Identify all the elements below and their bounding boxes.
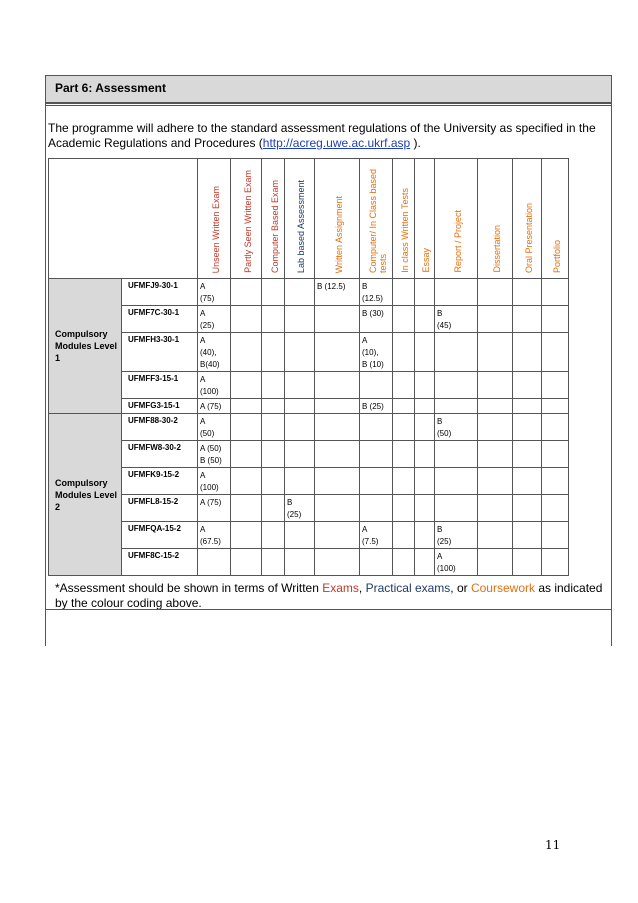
assessment-cell xyxy=(231,333,262,372)
module-group-label: Compulsory Modules Level 2 xyxy=(49,414,122,576)
assessment-cell xyxy=(393,441,415,468)
assessment-cell: A (100) xyxy=(435,549,478,576)
column-header xyxy=(513,159,542,279)
assessment-cell xyxy=(360,372,393,399)
assessment-cell xyxy=(513,414,542,441)
assessment-cell xyxy=(262,522,285,549)
assessment-cell xyxy=(285,414,315,441)
column-header xyxy=(231,159,262,279)
assessment-cell xyxy=(393,468,415,495)
assessment-cell xyxy=(513,468,542,495)
assessment-cell xyxy=(513,441,542,468)
colour-coding-note xyxy=(55,581,605,611)
assessment-table xyxy=(48,158,569,576)
module-code: UFMF88-30-2 xyxy=(122,414,198,441)
assessment-cell: A (40), B(40) xyxy=(198,333,231,372)
table-row xyxy=(49,522,569,549)
column-header xyxy=(415,159,435,279)
assessment-cell xyxy=(478,306,513,333)
assessment-cell xyxy=(542,522,569,549)
note-text: , xyxy=(358,581,366,595)
column-header-label: Computer Based Exam xyxy=(269,179,280,273)
column-header xyxy=(360,159,393,279)
assessment-cell xyxy=(262,306,285,333)
table-row xyxy=(49,333,569,372)
assessment-cell xyxy=(415,549,435,576)
column-header-label: In class Written Tests xyxy=(400,188,410,273)
assessment-cell xyxy=(262,333,285,372)
assessment-cell xyxy=(542,441,569,468)
assessment-cell xyxy=(231,372,262,399)
blank-header xyxy=(122,159,198,279)
assessment-cell: A (50) B (50) xyxy=(198,441,231,468)
assessment-cell xyxy=(542,549,569,576)
assessment-cell xyxy=(393,279,415,306)
assessment-cell xyxy=(231,495,262,522)
column-header xyxy=(315,159,360,279)
assessment-cell xyxy=(231,414,262,441)
assessment-cell xyxy=(315,306,360,333)
assessment-cell: B (45) xyxy=(435,306,478,333)
assessment-frame xyxy=(45,75,612,646)
assessment-cell xyxy=(231,441,262,468)
assessment-cell xyxy=(478,414,513,441)
note-text: as indicated by the colour coding above. xyxy=(55,581,603,610)
column-header xyxy=(478,159,513,279)
assessment-cell xyxy=(315,522,360,549)
module-code: UFMFF3-15-1 xyxy=(122,372,198,399)
assessment-cell xyxy=(542,333,569,372)
table-row xyxy=(49,399,569,414)
assessment-cell xyxy=(435,495,478,522)
assessment-cell xyxy=(315,372,360,399)
assessment-cell: B (30) xyxy=(360,306,393,333)
assessment-cell xyxy=(435,333,478,372)
assessment-cell xyxy=(435,372,478,399)
divider xyxy=(46,105,611,106)
assessment-cell: A (75) xyxy=(198,399,231,414)
assessment-cell xyxy=(315,495,360,522)
assessment-cell xyxy=(315,399,360,414)
assessment-cell xyxy=(435,399,478,414)
page-number: 11 xyxy=(545,838,561,852)
note-text: , or xyxy=(450,581,471,595)
assessment-cell xyxy=(542,495,569,522)
assessment-cell xyxy=(415,333,435,372)
assessment-cell: B (25) xyxy=(435,522,478,549)
assessment-cell xyxy=(542,306,569,333)
assessment-cell xyxy=(262,414,285,441)
table-row xyxy=(49,468,569,495)
assessment-cell: A (100) xyxy=(198,372,231,399)
assessment-cell xyxy=(262,399,285,414)
assessment-cell xyxy=(435,441,478,468)
assessment-cell xyxy=(478,495,513,522)
assessment-cell xyxy=(542,399,569,414)
assessment-cell xyxy=(393,522,415,549)
column-header-label: Portfolio xyxy=(551,239,562,273)
assessment-cell xyxy=(231,279,262,306)
table-row xyxy=(49,495,569,522)
assessment-cell xyxy=(478,372,513,399)
assessment-cell: B (12.5) xyxy=(360,279,393,306)
section-header xyxy=(46,76,611,104)
assessment-cell: B (50) xyxy=(435,414,478,441)
module-code: UFMFG3-15-1 xyxy=(122,399,198,414)
module-code: UFMFQA-15-2 xyxy=(122,522,198,549)
assessment-cell xyxy=(393,495,415,522)
assessment-cell: A (67.5) xyxy=(198,522,231,549)
assessment-cell xyxy=(415,414,435,441)
column-header-row xyxy=(49,159,569,279)
assessment-cell xyxy=(542,372,569,399)
assessment-cell xyxy=(415,468,435,495)
assessment-cell xyxy=(435,468,478,495)
assessment-cell xyxy=(513,333,542,372)
note-exams: Exams xyxy=(322,581,359,595)
assessment-cell xyxy=(513,399,542,414)
column-header xyxy=(542,159,569,279)
assessment-cell: B (25) xyxy=(285,495,315,522)
note-practical: Practical exams xyxy=(365,581,451,595)
assessment-cell xyxy=(415,495,435,522)
assessment-cell xyxy=(478,549,513,576)
regulations-link[interactable]: http://acreg.uwe.ac.ukrf.asp xyxy=(262,136,411,150)
assessment-cell xyxy=(315,333,360,372)
assessment-cell xyxy=(542,414,569,441)
assessment-cell: A (75) xyxy=(198,495,231,522)
assessment-cell xyxy=(393,333,415,372)
assessment-cell xyxy=(513,495,542,522)
assessment-cell xyxy=(315,468,360,495)
assessment-cell: A (50) xyxy=(198,414,231,441)
assessment-cell xyxy=(393,414,415,441)
assessment-cell: A (10), B (10) xyxy=(360,333,393,372)
assessment-cell xyxy=(285,333,315,372)
table-row xyxy=(49,306,569,333)
assessment-cell xyxy=(315,549,360,576)
column-header-label: Computer/ In Class based tests xyxy=(367,168,388,273)
assessment-cell xyxy=(231,468,262,495)
column-header xyxy=(262,159,285,279)
assessment-cell xyxy=(478,279,513,306)
assessment-cell: B (25) xyxy=(360,399,393,414)
intro-paragraph xyxy=(48,121,608,151)
assessment-cell xyxy=(262,468,285,495)
section-title: Part 6: Assessment xyxy=(55,81,166,95)
table-row xyxy=(49,441,569,468)
column-header-label: Written Assignment xyxy=(333,195,344,273)
assessment-cell xyxy=(262,549,285,576)
assessment-cell: A (7.5) xyxy=(360,522,393,549)
column-header xyxy=(198,159,231,279)
assessment-cell xyxy=(415,399,435,414)
assessment-cell xyxy=(315,414,360,441)
column-header xyxy=(285,159,315,279)
assessment-cell xyxy=(415,522,435,549)
assessment-cell xyxy=(393,549,415,576)
assessment-cell xyxy=(513,522,542,549)
column-header xyxy=(393,159,415,279)
assessment-cell xyxy=(285,306,315,333)
assessment-cell xyxy=(542,468,569,495)
module-code: UFMFH3-30-1 xyxy=(122,333,198,372)
assessment-cell xyxy=(415,306,435,333)
column-header-label: Dissertation xyxy=(491,225,502,273)
column-header-label: Oral Presentation xyxy=(523,202,534,273)
assessment-cell xyxy=(262,495,285,522)
assessment-cell xyxy=(393,372,415,399)
assessment-cell xyxy=(513,372,542,399)
assessment-cell xyxy=(478,522,513,549)
blank-header xyxy=(49,159,122,279)
module-group-label: Compulsory Modules Level 1 xyxy=(49,279,122,414)
assessment-cell xyxy=(231,399,262,414)
note-coursework: Coursework xyxy=(470,581,535,595)
assessment-cell xyxy=(513,306,542,333)
assessment-cell: A (100) xyxy=(198,468,231,495)
table-row xyxy=(49,279,569,306)
module-code: UFMFK9-15-2 xyxy=(122,468,198,495)
assessment-cell xyxy=(360,414,393,441)
assessment-cell xyxy=(285,279,315,306)
assessment-cell xyxy=(262,372,285,399)
table-row xyxy=(49,372,569,399)
note-text: *Assessment should be shown in terms of Written xyxy=(55,581,323,595)
assessment-cell xyxy=(415,441,435,468)
assessment-cell xyxy=(231,306,262,333)
assessment-cell xyxy=(262,279,285,306)
column-header-label: Report / Project xyxy=(452,210,463,273)
assessment-cell: B (12.5) xyxy=(315,279,360,306)
assessment-cell xyxy=(415,279,435,306)
assessment-cell xyxy=(285,522,315,549)
assessment-cell xyxy=(360,549,393,576)
assessment-cell xyxy=(360,468,393,495)
column-header xyxy=(435,159,478,279)
module-code: UFMFW8-30-2 xyxy=(122,441,198,468)
module-code: UFMF8C-15-2 xyxy=(122,549,198,576)
assessment-cell xyxy=(285,549,315,576)
column-header-label: Unseen Written Exam xyxy=(210,185,221,273)
assessment-cell xyxy=(360,441,393,468)
table-row xyxy=(49,549,569,576)
assessment-cell xyxy=(285,468,315,495)
module-code: UFMFL8-15-2 xyxy=(122,495,198,522)
assessment-cell xyxy=(285,441,315,468)
column-header-label: Essay xyxy=(421,248,431,273)
assessment-cell xyxy=(231,522,262,549)
column-header-label: Lab based Assessment xyxy=(296,179,306,273)
assessment-cell xyxy=(315,441,360,468)
assessment-cell xyxy=(285,399,315,414)
assessment-cell xyxy=(415,372,435,399)
module-code: UFMF7C-30-1 xyxy=(122,306,198,333)
assessment-cell xyxy=(478,441,513,468)
assessment-cell xyxy=(262,441,285,468)
assessment-cell xyxy=(285,372,315,399)
intro-text-end: ). xyxy=(410,136,421,150)
divider xyxy=(46,609,611,610)
assessment-cell xyxy=(198,549,231,576)
module-code: UFMFJ9-30-1 xyxy=(122,279,198,306)
column-header-label: Partly Seen Written Exam xyxy=(242,170,253,273)
assessment-cell xyxy=(231,549,262,576)
assessment-cell xyxy=(478,399,513,414)
assessment-cell xyxy=(478,468,513,495)
assessment-cell xyxy=(513,279,542,306)
assessment-cell xyxy=(360,495,393,522)
intro-text: The programme will adhere to the standard assessment regulations of the University as specified in the Academic Regulations and Procedures ( xyxy=(48,121,596,150)
assessment-cell xyxy=(542,279,569,306)
assessment-cell xyxy=(435,279,478,306)
table-row xyxy=(49,414,569,441)
assessment-cell: A (75) xyxy=(198,279,231,306)
assessment-cell xyxy=(513,549,542,576)
assessment-cell xyxy=(393,306,415,333)
assessment-cell xyxy=(478,333,513,372)
assessment-cell: A (25) xyxy=(198,306,231,333)
assessment-cell xyxy=(393,399,415,414)
